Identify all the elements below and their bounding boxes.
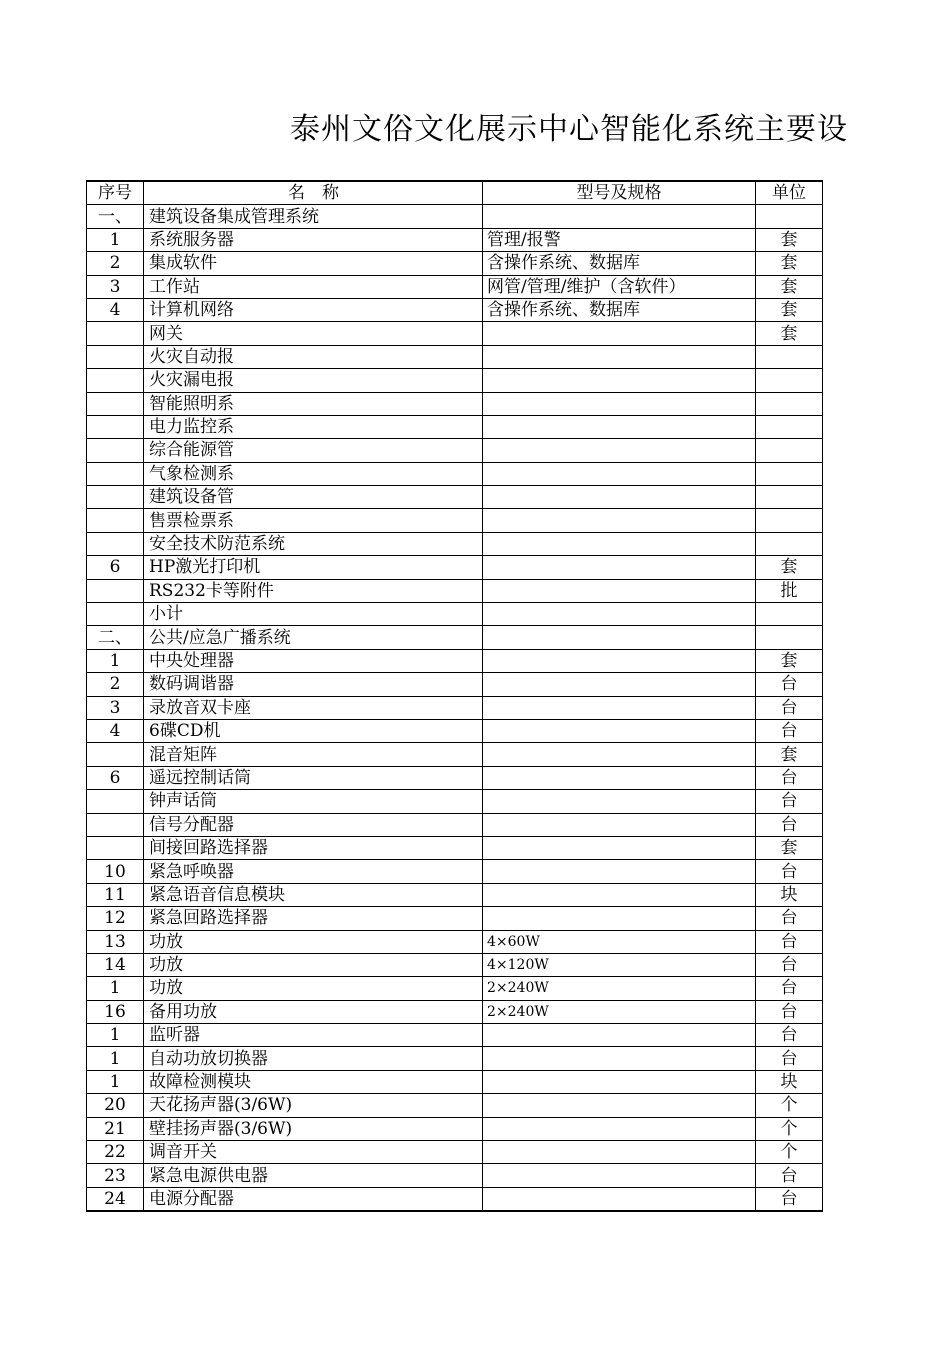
table-row (87, 415, 823, 438)
cell-unit: 批 (756, 579, 823, 602)
cell-no: 1 (87, 1070, 144, 1093)
header-no: 序号 (87, 181, 144, 205)
table-row (87, 439, 823, 462)
cell-name: 紧急语音信息模块 (144, 883, 483, 906)
cell-spec (483, 509, 756, 532)
cell-name: 小计 (144, 603, 483, 626)
cell-unit: 块 (756, 883, 823, 906)
cell-name: 建筑设备管 (144, 486, 483, 509)
table-row (87, 1000, 823, 1023)
cell-name: 火灾自动报 (144, 345, 483, 368)
cell-no (87, 369, 144, 392)
cell-unit: 套 (756, 556, 823, 579)
cell-unit: 台 (756, 766, 823, 789)
cell-name: 6碟CD机 (144, 719, 483, 742)
cell-name: 紧急呼唤器 (144, 860, 483, 883)
cell-unit (756, 415, 823, 438)
cell-spec (483, 719, 756, 742)
cell-unit: 套 (756, 252, 823, 275)
cell-name: 功放 (144, 977, 483, 1000)
cell-spec (483, 1141, 756, 1164)
cell-spec: 含操作系统、数据库 (483, 252, 756, 275)
cell-no: 24 (87, 1187, 144, 1211)
cell-no (87, 322, 144, 345)
table-row (87, 345, 823, 368)
cell-spec (483, 649, 756, 672)
cell-no: 13 (87, 930, 144, 953)
cell-name: 录放音双卡座 (144, 696, 483, 719)
cell-spec (483, 1164, 756, 1187)
cell-spec (483, 603, 756, 626)
cell-name: 工作站 (144, 275, 483, 298)
cell-no: 二、 (87, 626, 144, 649)
cell-name: 中央处理器 (144, 649, 483, 672)
cell-unit: 套 (756, 228, 823, 251)
cell-no: 16 (87, 1000, 144, 1023)
cell-name: 建筑设备集成管理系统 (144, 205, 483, 228)
cell-no: 23 (87, 1164, 144, 1187)
header-unit: 单位 (756, 181, 823, 205)
cell-name: 混音矩阵 (144, 743, 483, 766)
cell-unit: 台 (756, 1164, 823, 1187)
cell-no (87, 486, 144, 509)
cell-no: 1 (87, 1024, 144, 1047)
table-row (87, 532, 823, 555)
cell-name: 电源分配器 (144, 1187, 483, 1211)
cell-spec (483, 532, 756, 555)
table-row (87, 1117, 823, 1140)
cell-name: 数码调谐器 (144, 673, 483, 696)
table-row (87, 836, 823, 859)
cell-unit: 台 (756, 907, 823, 930)
cell-unit (756, 392, 823, 415)
cell-name: RS232卡等附件 (144, 579, 483, 602)
cell-name: 壁挂扬声器(3/6W) (144, 1117, 483, 1140)
cell-spec: 2×240W (483, 1000, 756, 1023)
cell-spec (483, 369, 756, 392)
cell-no: 20 (87, 1094, 144, 1117)
cell-unit (756, 439, 823, 462)
cell-name: 遥远控制话筒 (144, 766, 483, 789)
cell-no (87, 813, 144, 836)
cell-name: 功放 (144, 930, 483, 953)
cell-spec (483, 1070, 756, 1093)
cell-name: 信号分配器 (144, 813, 483, 836)
cell-unit: 台 (756, 953, 823, 976)
table-row (87, 673, 823, 696)
cell-no (87, 415, 144, 438)
cell-name: 系统服务器 (144, 228, 483, 251)
cell-unit (756, 486, 823, 509)
cell-unit: 台 (756, 977, 823, 1000)
cell-name: 监听器 (144, 1024, 483, 1047)
cell-unit: 套 (756, 649, 823, 672)
cell-spec (483, 1117, 756, 1140)
cell-name: 火灾漏电报 (144, 369, 483, 392)
cell-no (87, 532, 144, 555)
table-row (87, 1024, 823, 1047)
table-header-row (87, 181, 823, 205)
cell-unit: 台 (756, 1000, 823, 1023)
cell-unit (756, 345, 823, 368)
cell-no: 1 (87, 228, 144, 251)
table-row (87, 766, 823, 789)
table-row (87, 953, 823, 976)
cell-spec (483, 415, 756, 438)
cell-unit: 台 (756, 719, 823, 742)
cell-no (87, 579, 144, 602)
cell-no: 一、 (87, 205, 144, 228)
cell-spec (483, 907, 756, 930)
table-row (87, 860, 823, 883)
cell-unit: 个 (756, 1141, 823, 1164)
cell-unit: 台 (756, 673, 823, 696)
cell-no (87, 392, 144, 415)
cell-name: 计算机网络 (144, 298, 483, 321)
table-row (87, 743, 823, 766)
cell-no: 14 (87, 953, 144, 976)
cell-name: 售票检票系 (144, 509, 483, 532)
cell-spec: 含操作系统、数据库 (483, 298, 756, 321)
cell-no (87, 509, 144, 532)
cell-name: 间接回路选择器 (144, 836, 483, 859)
cell-unit: 套 (756, 275, 823, 298)
table-row (87, 1070, 823, 1093)
cell-spec (483, 1187, 756, 1211)
table-row (87, 1141, 823, 1164)
cell-no (87, 439, 144, 462)
table-row (87, 298, 823, 321)
cell-spec (483, 462, 756, 485)
cell-name: 自动功放切换器 (144, 1047, 483, 1070)
table-row (87, 790, 823, 813)
cell-spec (483, 766, 756, 789)
cell-spec (483, 790, 756, 813)
cell-spec (483, 486, 756, 509)
table-row (87, 275, 823, 298)
table-row (87, 556, 823, 579)
cell-unit: 套 (756, 836, 823, 859)
cell-spec (483, 673, 756, 696)
cell-name: 网关 (144, 322, 483, 345)
cell-unit (756, 509, 823, 532)
cell-no (87, 836, 144, 859)
table-row (87, 252, 823, 275)
table-row (87, 462, 823, 485)
cell-spec: 4×60W (483, 930, 756, 953)
table-row (87, 1094, 823, 1117)
cell-no: 6 (87, 556, 144, 579)
cell-name: 智能照明系 (144, 392, 483, 415)
cell-unit: 套 (756, 322, 823, 345)
cell-unit (756, 532, 823, 555)
cell-unit: 台 (756, 860, 823, 883)
cell-unit (756, 369, 823, 392)
cell-unit (756, 205, 823, 228)
cell-unit: 台 (756, 1187, 823, 1211)
header-name: 名 称 (144, 181, 483, 205)
cell-spec (483, 626, 756, 649)
cell-name: 公共/应急广播系统 (144, 626, 483, 649)
cell-no: 21 (87, 1117, 144, 1140)
header-spec: 型号及规格 (483, 181, 756, 205)
cell-unit: 台 (756, 813, 823, 836)
cell-name: 综合能源管 (144, 439, 483, 462)
table-row (87, 509, 823, 532)
cell-no: 12 (87, 907, 144, 930)
table-row (87, 579, 823, 602)
cell-spec: 4×120W (483, 953, 756, 976)
table-body (87, 205, 823, 1211)
cell-spec: 管理/报警 (483, 228, 756, 251)
cell-spec (483, 860, 756, 883)
table-row (87, 322, 823, 345)
equipment-table (86, 180, 823, 1212)
cell-no (87, 462, 144, 485)
cell-spec (483, 579, 756, 602)
cell-spec (483, 836, 756, 859)
table-row (87, 930, 823, 953)
cell-spec (483, 205, 756, 228)
cell-spec (483, 1094, 756, 1117)
cell-no: 1 (87, 977, 144, 1000)
table-row (87, 813, 823, 836)
cell-spec (483, 1024, 756, 1047)
cell-unit: 套 (756, 743, 823, 766)
cell-name: 电力监控系 (144, 415, 483, 438)
cell-no (87, 790, 144, 813)
cell-unit (756, 603, 823, 626)
cell-no: 1 (87, 1047, 144, 1070)
cell-name: 天花扬声器(3/6W) (144, 1094, 483, 1117)
table-row (87, 977, 823, 1000)
table-row (87, 649, 823, 672)
cell-unit: 个 (756, 1094, 823, 1117)
cell-no (87, 743, 144, 766)
cell-spec: 网管/管理/维护（含软件） (483, 275, 756, 298)
cell-unit: 个 (756, 1117, 823, 1140)
cell-no: 2 (87, 673, 144, 696)
cell-no (87, 345, 144, 368)
table-row (87, 719, 823, 742)
cell-no: 4 (87, 719, 144, 742)
cell-spec (483, 883, 756, 906)
table-row (87, 205, 823, 228)
cell-name: 故障检测模块 (144, 1070, 483, 1093)
cell-no: 1 (87, 649, 144, 672)
table-row (87, 1164, 823, 1187)
cell-no: 2 (87, 252, 144, 275)
cell-no: 6 (87, 766, 144, 789)
table-row (87, 392, 823, 415)
cell-spec (483, 439, 756, 462)
cell-name: 备用功放 (144, 1000, 483, 1023)
cell-spec (483, 696, 756, 719)
cell-name: 安全技术防范系统 (144, 532, 483, 555)
cell-spec (483, 392, 756, 415)
cell-name: 调音开关 (144, 1141, 483, 1164)
cell-no: 3 (87, 696, 144, 719)
table-row (87, 486, 823, 509)
cell-spec (483, 556, 756, 579)
cell-no (87, 603, 144, 626)
table-row (87, 1047, 823, 1070)
cell-unit: 台 (756, 790, 823, 813)
cell-unit: 套 (756, 298, 823, 321)
table-row (87, 626, 823, 649)
cell-unit: 台 (756, 696, 823, 719)
cell-unit (756, 462, 823, 485)
cell-name: 功放 (144, 953, 483, 976)
cell-unit: 台 (756, 1047, 823, 1070)
cell-spec (483, 813, 756, 836)
cell-spec (483, 322, 756, 345)
cell-unit: 块 (756, 1070, 823, 1093)
cell-spec (483, 1047, 756, 1070)
cell-name: 紧急电源供电器 (144, 1164, 483, 1187)
table-row (87, 907, 823, 930)
cell-unit: 台 (756, 1024, 823, 1047)
table-row (87, 1187, 823, 1211)
cell-name: 气象检测系 (144, 462, 483, 485)
cell-spec (483, 345, 756, 368)
cell-spec: 2×240W (483, 977, 756, 1000)
cell-name: 紧急回路选择器 (144, 907, 483, 930)
cell-spec (483, 743, 756, 766)
cell-no: 22 (87, 1141, 144, 1164)
cell-no: 4 (87, 298, 144, 321)
table-row (87, 603, 823, 626)
cell-name: 钟声话筒 (144, 790, 483, 813)
cell-name: HP激光打印机 (144, 556, 483, 579)
table-row (87, 228, 823, 251)
cell-no: 10 (87, 860, 144, 883)
cell-unit: 台 (756, 930, 823, 953)
cell-no: 3 (87, 275, 144, 298)
cell-no: 11 (87, 883, 144, 906)
table-row (87, 883, 823, 906)
page-title: 泰州文俗文化展示中心智能化系统主要设 (290, 112, 848, 147)
cell-name: 集成软件 (144, 252, 483, 275)
cell-unit (756, 626, 823, 649)
table-row (87, 696, 823, 719)
table-row (87, 369, 823, 392)
